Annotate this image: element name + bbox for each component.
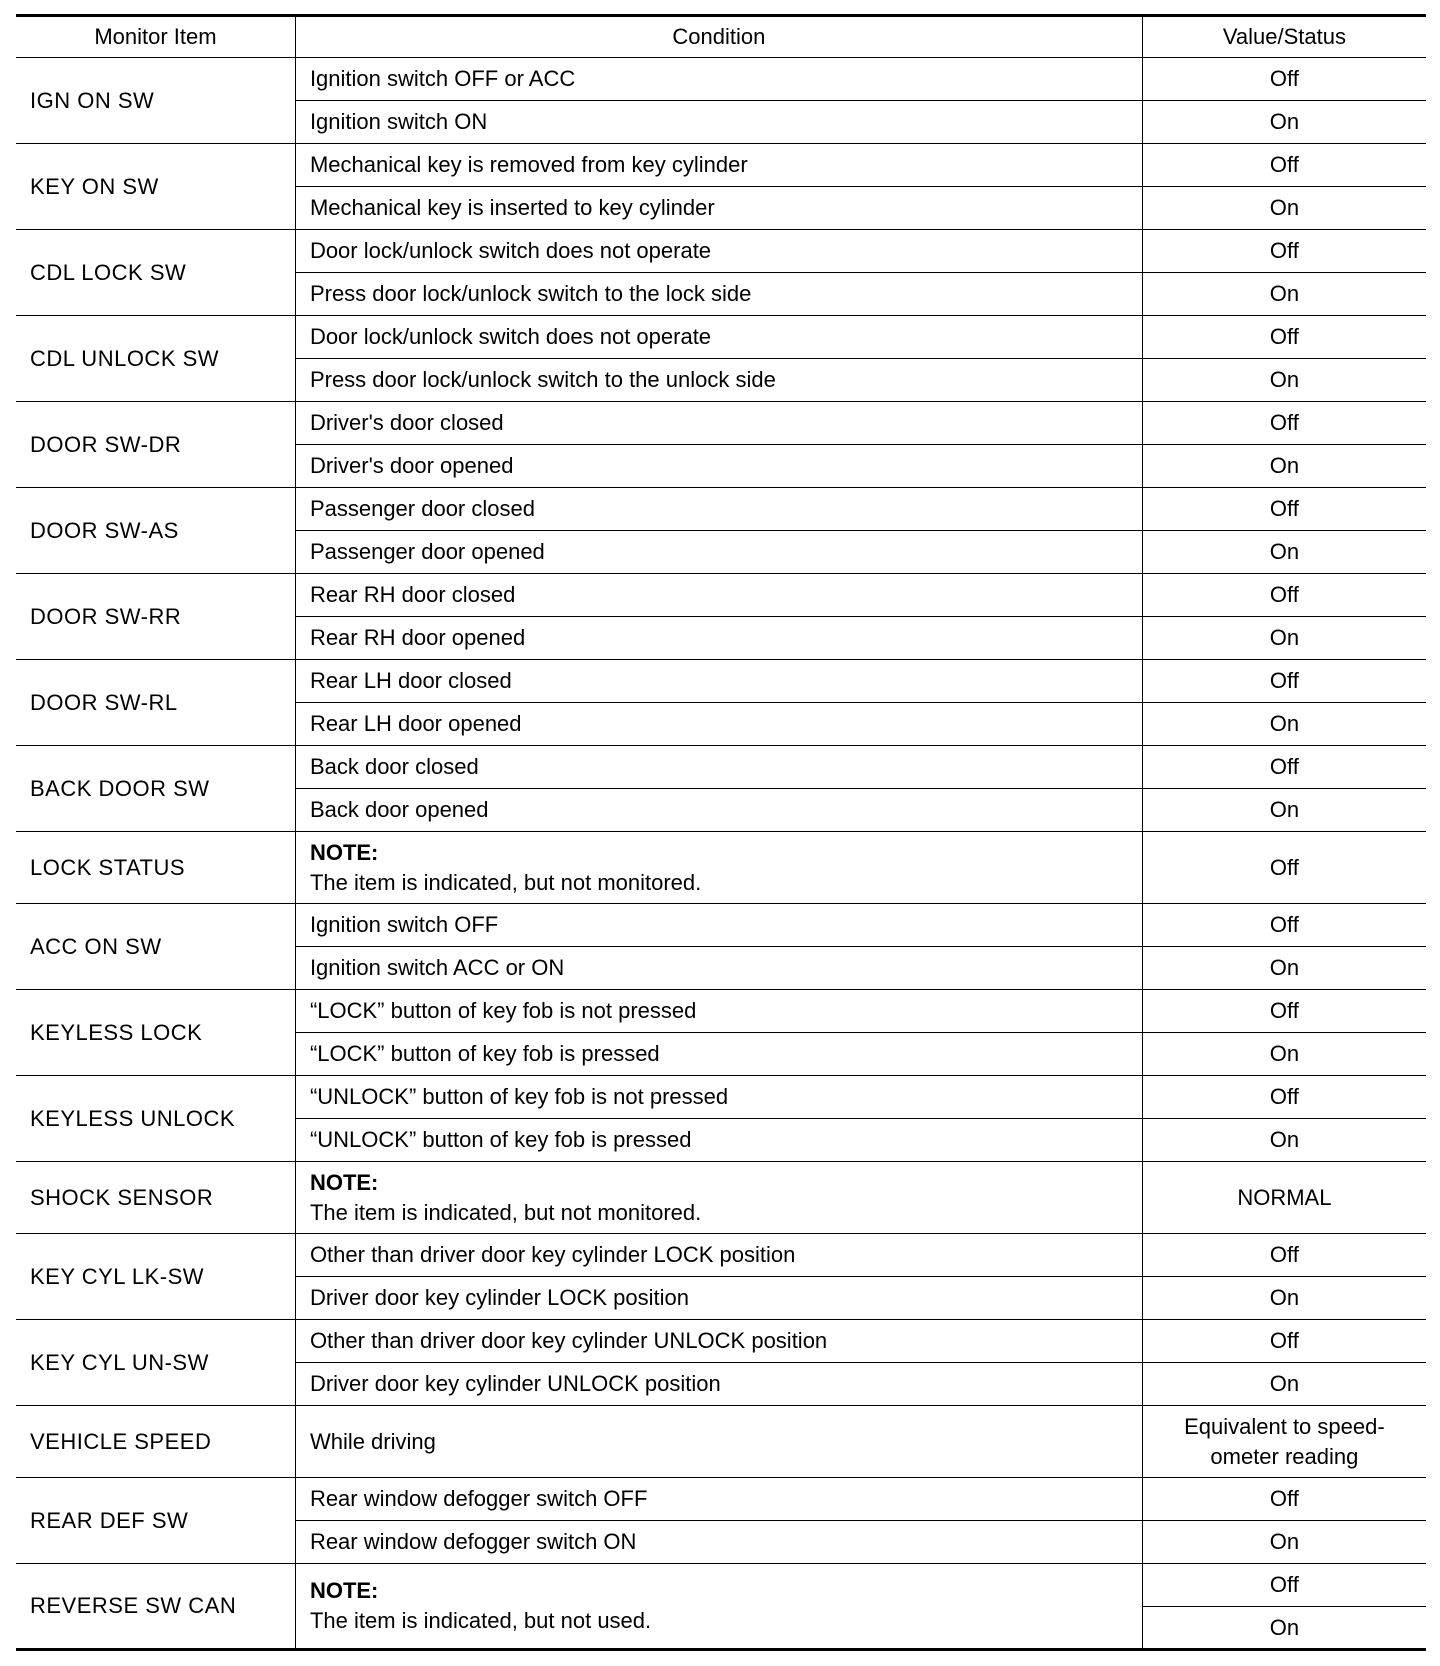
- table-row: [16, 144, 1426, 187]
- condition-cell: Passenger door closed: [295, 488, 1142, 531]
- note-text: The item is indicated, but not used.: [309, 1608, 652, 1633]
- condition-cell: Ignition switch ACC or ON: [295, 947, 1142, 990]
- note-label: NOTE:: [309, 1169, 379, 1195]
- table-row: [16, 230, 1426, 273]
- value-line: ometer reading: [1210, 1443, 1359, 1469]
- condition-cell: Driver door key cylinder LOCK position: [295, 1277, 1142, 1320]
- header-monitor-item: Monitor Item: [16, 16, 295, 58]
- table-row: [16, 574, 1426, 617]
- condition-cell: Back door opened: [295, 789, 1142, 832]
- table-row: [16, 58, 1426, 101]
- monitor-item: KEYLESS LOCK: [16, 990, 295, 1076]
- value-cell: Off: [1142, 230, 1426, 273]
- table-row: [16, 1076, 1426, 1119]
- header-row: [16, 16, 1426, 58]
- value-cell: Off: [1142, 746, 1426, 789]
- condition-cell: Other than driver door key cylinder LOCK position: [295, 1234, 1142, 1277]
- table-row: [16, 1234, 1426, 1277]
- value-cell: On: [1142, 789, 1426, 832]
- header-value-status: Value/Status: [1142, 16, 1426, 58]
- note-cell: [295, 832, 1142, 904]
- monitor-item: DOOR SW-RL: [16, 660, 295, 746]
- condition-cell: Rear LH door opened: [295, 703, 1142, 746]
- value-cell: [1142, 1406, 1426, 1478]
- monitor-item: VEHICLE SPEED: [16, 1406, 295, 1478]
- value-cell: Off: [1142, 1076, 1426, 1119]
- monitor-item: ACC ON SW: [16, 904, 295, 990]
- condition-cell: Press door lock/unlock switch to the lock side: [295, 273, 1142, 316]
- condition-cell: Press door lock/unlock switch to the unlock side: [295, 359, 1142, 402]
- table-row: [16, 402, 1426, 445]
- value-cell: NORMAL: [1142, 1162, 1426, 1234]
- value-cell: Off: [1142, 1320, 1426, 1363]
- condition-cell: “UNLOCK” button of key fob is pressed: [295, 1119, 1142, 1162]
- condition-cell: Door lock/unlock switch does not operate: [295, 316, 1142, 359]
- value-cell: On: [1142, 101, 1426, 144]
- note-label: NOTE:: [309, 839, 379, 865]
- condition-cell: Rear RH door closed: [295, 574, 1142, 617]
- monitor-item: LOCK STATUS: [16, 832, 295, 904]
- condition-cell: Ignition switch ON: [295, 101, 1142, 144]
- table-row: [16, 1406, 1426, 1478]
- table-row: [16, 1162, 1426, 1234]
- table-row: [16, 832, 1426, 904]
- value-cell: On: [1142, 1363, 1426, 1406]
- value-cell: On: [1142, 445, 1426, 488]
- monitor-item: KEY CYL UN-SW: [16, 1320, 295, 1406]
- monitor-item: KEY ON SW: [16, 144, 295, 230]
- condition-cell: Mechanical key is inserted to key cylinder: [295, 187, 1142, 230]
- monitor-item: DOOR SW-DR: [16, 402, 295, 488]
- value-cell: On: [1142, 273, 1426, 316]
- value-cell: On: [1142, 1119, 1426, 1162]
- table-row: [16, 1320, 1426, 1363]
- value-cell: On: [1142, 1033, 1426, 1076]
- condition-cell: Rear LH door closed: [295, 660, 1142, 703]
- condition-cell: Door lock/unlock switch does not operate: [295, 230, 1142, 273]
- value-cell: Off: [1142, 904, 1426, 947]
- value-line: Equivalent to speed-: [1184, 1413, 1385, 1439]
- condition-cell: Rear RH door opened: [295, 617, 1142, 660]
- monitor-item: DOOR SW-AS: [16, 488, 295, 574]
- value-cell: On: [1142, 359, 1426, 402]
- monitor-item: CDL UNLOCK SW: [16, 316, 295, 402]
- value-cell: Off: [1142, 1478, 1426, 1521]
- monitor-item: REVERSE SW CAN: [16, 1564, 295, 1650]
- value-cell: On: [1142, 531, 1426, 574]
- value-cell: Off: [1142, 402, 1426, 445]
- condition-cell: “LOCK” button of key fob is not pressed: [295, 990, 1142, 1033]
- monitor-item: SHOCK SENSOR: [16, 1162, 295, 1234]
- note-text: The item is indicated, but not monitored.: [309, 1199, 702, 1225]
- note-text: The item is indicated, but not monitored.: [309, 869, 702, 895]
- monitor-item: BACK DOOR SW: [16, 746, 295, 832]
- note-cell: [295, 1162, 1142, 1234]
- monitor-item: REAR DEF SW: [16, 1478, 295, 1564]
- table-row: [16, 1478, 1426, 1521]
- value-cell: On: [1142, 947, 1426, 990]
- monitor-item: IGN ON SW: [16, 58, 295, 144]
- condition-cell: Mechanical key is removed from key cylinder: [295, 144, 1142, 187]
- value-cell: Off: [1142, 58, 1426, 101]
- value-cell: On: [1142, 617, 1426, 660]
- condition-cell: Rear window defogger switch OFF: [295, 1478, 1142, 1521]
- value-cell: Off: [1142, 1564, 1426, 1607]
- value-cell: On: [1142, 1521, 1426, 1564]
- value-cell: Off: [1142, 660, 1426, 703]
- value-cell: Off: [1142, 574, 1426, 617]
- table-row: [16, 660, 1426, 703]
- condition-cell: Ignition switch OFF or ACC: [295, 58, 1142, 101]
- condition-cell: Ignition switch OFF: [295, 904, 1142, 947]
- table-row: [16, 1564, 1426, 1607]
- condition-cell: Driver's door opened: [295, 445, 1142, 488]
- value-cell: On: [1142, 703, 1426, 746]
- table-row: [16, 904, 1426, 947]
- monitor-item: CDL LOCK SW: [16, 230, 295, 316]
- value-cell: Off: [1142, 832, 1426, 904]
- condition-cell: Other than driver door key cylinder UNLOCK position: [295, 1320, 1142, 1363]
- monitor-item: DOOR SW-RR: [16, 574, 295, 660]
- monitor-item: KEYLESS UNLOCK: [16, 1076, 295, 1162]
- value-cell: On: [1142, 187, 1426, 230]
- condition-cell: While driving: [295, 1406, 1142, 1478]
- note-cell: [295, 1564, 1142, 1650]
- condition-cell: Driver door key cylinder UNLOCK position: [295, 1363, 1142, 1406]
- table-row: [16, 488, 1426, 531]
- condition-cell: Rear window defogger switch ON: [295, 1521, 1142, 1564]
- table-body: [16, 58, 1426, 1650]
- monitor-item-table: [16, 14, 1426, 1651]
- condition-cell: Driver's door closed: [295, 402, 1142, 445]
- value-cell: Off: [1142, 144, 1426, 187]
- value-cell: On: [1142, 1607, 1426, 1650]
- value-cell: On: [1142, 1277, 1426, 1320]
- note-label: NOTE:: [309, 1578, 379, 1603]
- value-cell: Off: [1142, 1234, 1426, 1277]
- condition-cell: Passenger door opened: [295, 531, 1142, 574]
- header-condition: Condition: [295, 16, 1142, 58]
- condition-cell: “LOCK” button of key fob is pressed: [295, 1033, 1142, 1076]
- value-cell: Off: [1142, 488, 1426, 531]
- value-cell: Off: [1142, 990, 1426, 1033]
- table-row: [16, 990, 1426, 1033]
- table-row: [16, 316, 1426, 359]
- value-cell: Off: [1142, 316, 1426, 359]
- monitor-item: KEY CYL LK-SW: [16, 1234, 295, 1320]
- table-row: [16, 746, 1426, 789]
- condition-cell: “UNLOCK” button of key fob is not pressed: [295, 1076, 1142, 1119]
- condition-cell: Back door closed: [295, 746, 1142, 789]
